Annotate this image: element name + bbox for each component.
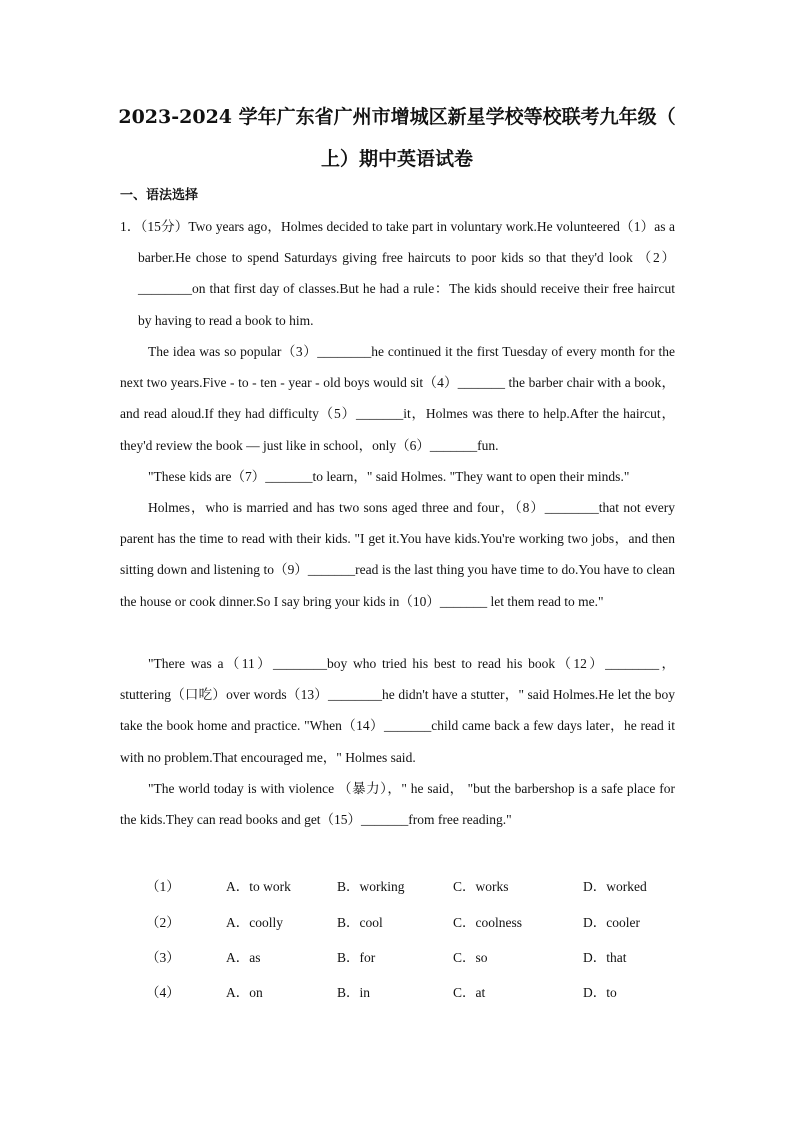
option-number: （1） — [146, 879, 180, 894]
section-heading: 一、语法选择 — [120, 188, 199, 203]
exam-title-line-1: 2023-2024 学年广东省广州市增城区新星学校等校联考九年级（ — [118, 106, 676, 128]
option-number: （3） — [146, 950, 180, 965]
paragraph-5: "There was a（11）________boy who tried his best to read his book（12）________，stuttering（口吃）over words（13）________he didn't have a stutter，" said Holmes.He let the boy take the book home and practice. "When（14）_______child came back a few days later，he read it with no problem.That encouraged me，" Holmes said. — [120, 656, 675, 765]
option-c[interactable]: C．works — [453, 879, 509, 894]
option-row — [0, 946, 794, 966]
option-c[interactable]: C．at — [453, 985, 486, 1000]
option-number: （2） — [146, 915, 180, 930]
option-b[interactable]: B．in — [337, 985, 371, 1000]
option-number: （4） — [146, 985, 180, 1000]
option-b[interactable]: B．cool — [337, 915, 383, 930]
paragraph-3: "These kids are（7）_______to learn，" said Holmes. "They want to open their minds." — [148, 469, 630, 484]
option-d[interactable]: D．to — [583, 985, 617, 1000]
question-number: 1．（15分） — [120, 219, 189, 234]
option-a[interactable]: A．on — [226, 985, 263, 1000]
paragraph-6: "The world today is with violence （暴力），" he said， "but the barbershop is a safe place for the kids.They can read books and get（15）_______from free reading." — [120, 781, 675, 828]
option-d[interactable]: D．that — [583, 950, 627, 965]
option-row — [0, 911, 794, 931]
option-a[interactable]: A．coolly — [226, 915, 283, 930]
option-d[interactable]: D．worked — [583, 879, 647, 894]
option-row — [0, 875, 794, 895]
option-b[interactable]: B．working — [337, 879, 405, 894]
paragraph-1-text: Two years ago，Holmes decided to take part in voluntary work.He volunteered（1）as a barber.He chose to spend Saturdays giving free haircuts to poor kids so that they'd look （2）________on that first day of classes.But he had a rule：The kids should receive their free haircut by having to read a book to him. — [138, 219, 675, 328]
option-c[interactable]: C．coolness — [453, 915, 522, 930]
option-c[interactable]: C．so — [453, 950, 488, 965]
paragraph-2: The idea was so popular（3）________he continued it the first Tuesday of every month for the next two years.Five - to - ten - year - old boys would sit（4）_______ the barber chair with a book，and read aloud.If they had difficulty（5）_______it，Holmes was there to help.After the haircut，they'd review the book — just like in school，only（6）_______fun. — [120, 344, 675, 453]
paragraph-4: Holmes，who is married and has two sons aged three and four，（8）________that not every parent has the time to read with their kids. "I get it.You have kids.You're working two jobs，and then sitting down and listening to（9）_______read is the last thing you have time to do.You have to clean the house or cook dinner.So I say bring your kids in（10）_______ let them read to me." — [120, 500, 675, 609]
option-b[interactable]: B．for — [337, 950, 376, 965]
option-d[interactable]: D．cooler — [583, 915, 640, 930]
exam-title-line-2: 上）期中英语试卷 — [320, 148, 473, 170]
option-a[interactable]: A．to work — [226, 879, 291, 894]
option-row — [0, 981, 794, 1001]
option-a[interactable]: A．as — [226, 950, 261, 965]
question-1-paragraph-1 — [120, 211, 675, 336]
